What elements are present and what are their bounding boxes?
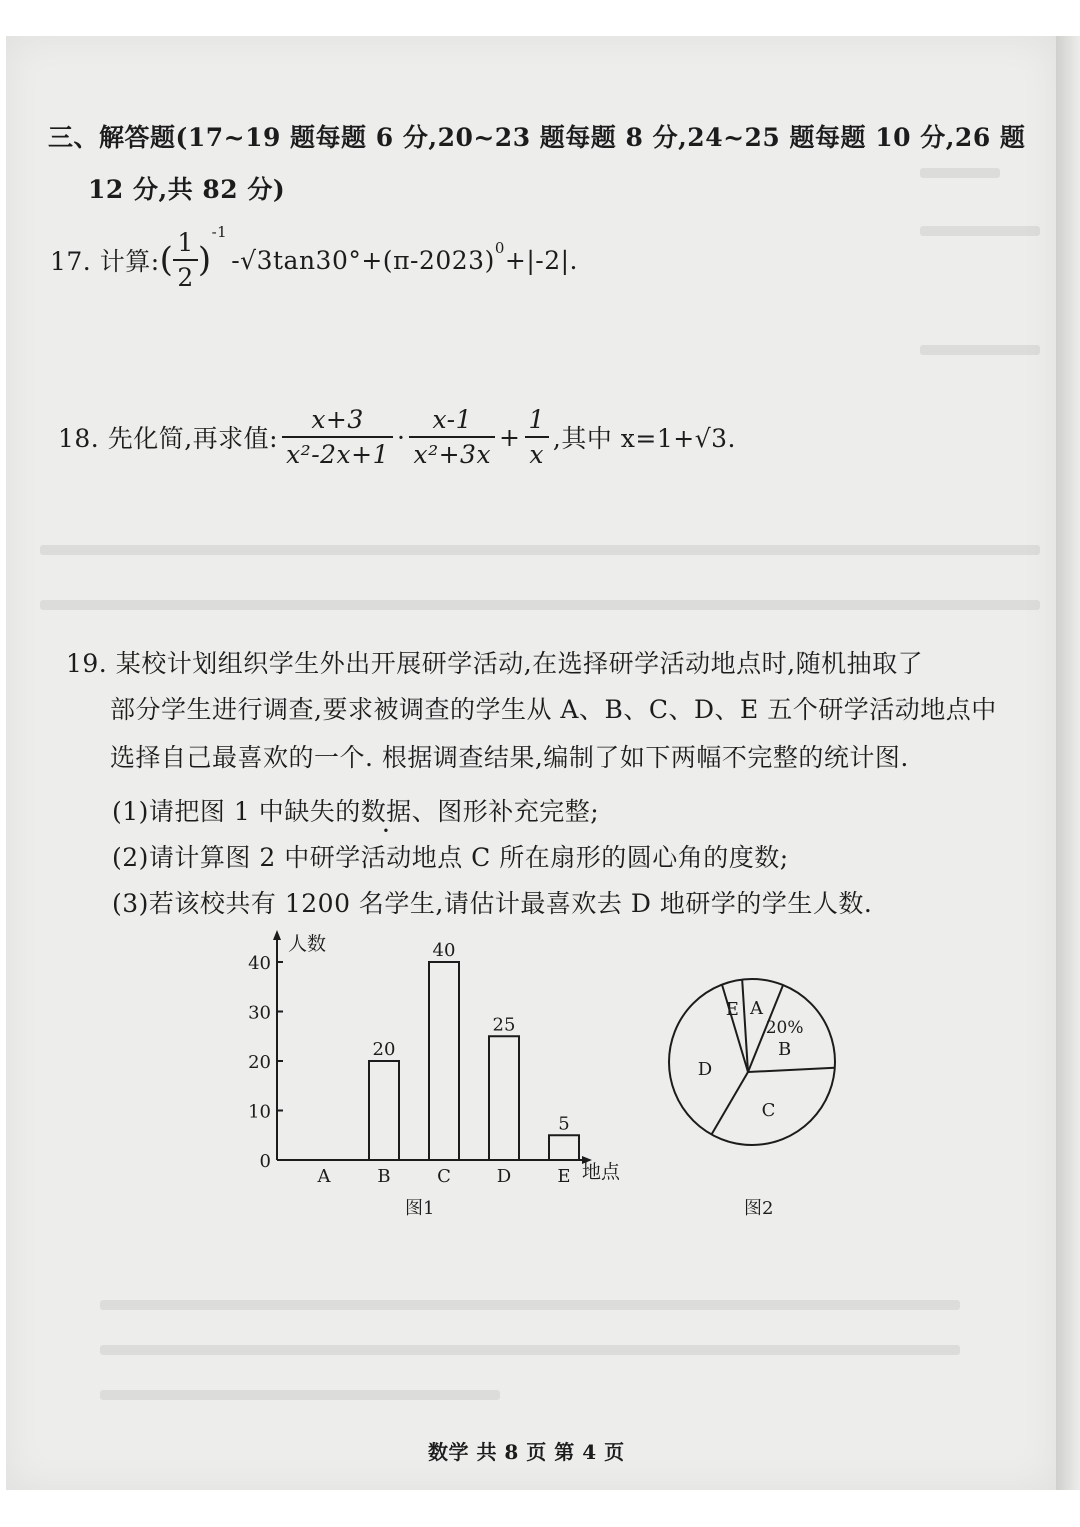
question-17 bbox=[50, 223, 578, 292]
bar-value-label-D: 25 bbox=[492, 1014, 516, 1036]
bar-value-label-E: 5 bbox=[558, 1113, 570, 1135]
x-category-label-A: A bbox=[317, 1166, 331, 1187]
bar-B bbox=[369, 1061, 399, 1160]
q19-subquestion-2: (2)请计算图 2 中研学活动地点 C 所在扇形的圆心角的度数; bbox=[112, 843, 789, 872]
q19-subquestion-3: (3)若该校共有 1200 名学生,请估计最喜欢去 D 地研学的学生人数. bbox=[112, 889, 873, 918]
q17-fraction: $\frac{1}{2}$ bbox=[173, 228, 197, 292]
section-title: 三、解答题(17~19 题每题 6 分,20~23 题每题 8 分,24~25 题每题 10 分,26 题 bbox=[48, 123, 1026, 152]
y-axis-arrow bbox=[273, 930, 281, 940]
bleed-through-text bbox=[100, 1390, 500, 1400]
q18-condition: ,其中 x=1+√3. bbox=[552, 424, 736, 453]
bleed-through-text bbox=[100, 1345, 960, 1355]
q17-exponent: -1 bbox=[211, 223, 228, 241]
paren-right: ) bbox=[197, 240, 212, 280]
bleed-through-text bbox=[920, 226, 1040, 236]
pie-divider-D bbox=[712, 1072, 748, 1134]
y-tick-label: 40 bbox=[248, 953, 271, 974]
q17-label: 17. 计算: bbox=[50, 247, 160, 276]
q17-sqrt: -√3 bbox=[231, 245, 273, 275]
pie-divider-C bbox=[748, 1068, 835, 1072]
x-category-label-D: D bbox=[496, 1166, 512, 1187]
q19-line-1: 19. 某校计划组织学生外出开展研学活动,在选择研学活动地点时,随机抽取了 bbox=[66, 649, 924, 678]
y-tick-label: 0 bbox=[259, 1151, 271, 1172]
q19-line-2: 部分学生进行调查,要求被调查的学生从 A、B、C、D、E 五个研学活动地点中 bbox=[110, 695, 997, 724]
paren-left: ( bbox=[159, 240, 174, 280]
figure-2-pie-chart bbox=[650, 970, 850, 1230]
q18-fraction-3: $\frac{1}{x}$ bbox=[525, 405, 549, 469]
bleed-through-text bbox=[100, 1300, 960, 1310]
pie-label-E: E bbox=[725, 999, 739, 1021]
y-axis-label: 人数 bbox=[288, 933, 327, 955]
q18-plus: + bbox=[499, 422, 521, 452]
pie-label-A: A bbox=[750, 997, 764, 1019]
y-tick-label: 20 bbox=[248, 1052, 271, 1073]
bar-value-label-C: 40 bbox=[432, 940, 456, 961]
y-tick-label: 30 bbox=[248, 1002, 271, 1024]
bar-C bbox=[429, 962, 459, 1160]
pie-percent-label-B: 20% bbox=[765, 1018, 804, 1039]
x-category-label-C: C bbox=[437, 1166, 451, 1187]
q19-subquestion-1: (1)请把图 1 中缺失的数据、图形补充完整; bbox=[112, 797, 600, 826]
q19-line-3: 选择自己最喜欢的一个. 根据调查结果,编制了如下两幅不完整的统计图. bbox=[110, 743, 909, 772]
x-category-label-E: E bbox=[557, 1166, 571, 1187]
figure-1-bar-chart bbox=[240, 930, 640, 1230]
bar-E bbox=[549, 1135, 579, 1160]
page-footer: 数学 共 8 页 第 4 页 bbox=[428, 1440, 625, 1464]
bleed-through-text bbox=[920, 168, 1000, 178]
y-tick-label: 10 bbox=[248, 1101, 271, 1123]
q17-abs-term: +|-2|. bbox=[504, 245, 578, 275]
bleed-through-text bbox=[40, 545, 1040, 555]
q17-expression: tan30°+(π-2023) bbox=[273, 245, 495, 275]
q18-fraction-1: $\frac{x+3}{\text{x²-2x+1}}$ bbox=[282, 405, 393, 469]
bleed-through-text bbox=[40, 600, 1040, 610]
q18-fraction-2: $\frac{x-1}{\text{x²+3x}}$ bbox=[409, 405, 495, 469]
question-18 bbox=[58, 405, 736, 469]
bleed-through-text bbox=[920, 345, 1040, 355]
pie-label-D: D bbox=[697, 1058, 713, 1080]
paper-edge bbox=[1056, 36, 1080, 1490]
x-axis-label: 地点 bbox=[582, 1161, 621, 1183]
section-title-continued: 12 分,共 82 分) bbox=[88, 175, 286, 204]
bar-value-label-B: 20 bbox=[372, 1039, 396, 1060]
q17-zero-exponent: 0 bbox=[494, 239, 505, 257]
q18-label: 18. 先化简,再求值: bbox=[58, 424, 279, 453]
x-category-label-B: B bbox=[377, 1166, 391, 1187]
bar-D bbox=[489, 1036, 519, 1160]
q18-dot: · bbox=[397, 422, 406, 452]
pie-label-B: B bbox=[777, 1039, 792, 1061]
figure-2-caption: 图2 bbox=[744, 1198, 774, 1219]
figure-1-caption: 图1 bbox=[405, 1198, 435, 1219]
pie-label-C: C bbox=[761, 1099, 776, 1121]
emphasis-data: 数据 bbox=[360, 797, 412, 826]
